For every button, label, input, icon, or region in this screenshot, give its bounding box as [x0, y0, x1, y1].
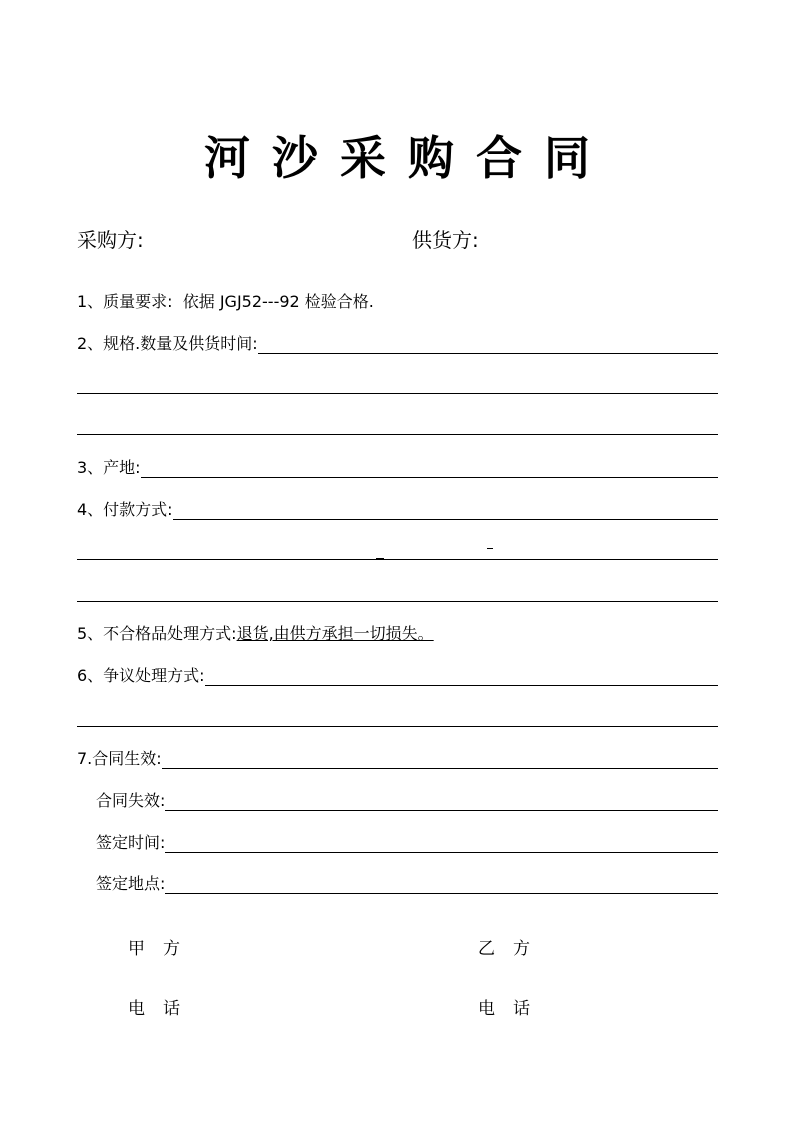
stray-mark — [376, 558, 384, 559]
clause-dispute — [77, 664, 718, 686]
buyer-label: 采购方: — [77, 228, 144, 252]
clause-sign-date-field[interactable] — [165, 833, 718, 853]
clause-sign-place — [96, 872, 718, 894]
clause-nonconforming-label: 5、不合格品处理方式: — [77, 624, 237, 643]
clause-payment-field[interactable] — [173, 500, 718, 520]
stray-mark — [487, 548, 493, 549]
clause-payment-label: 4、付款方式: — [77, 500, 173, 519]
clause-sign-date-label: 签定时间: — [96, 833, 166, 852]
party-a-phone-label: 电话 — [128, 999, 198, 1019]
clause-expiry-field[interactable] — [165, 791, 718, 811]
clause-quality — [77, 290, 718, 312]
clause-spec-field[interactable] — [258, 334, 718, 354]
party-a-label: 甲方 — [128, 939, 198, 959]
clause-effective — [77, 747, 718, 769]
clause-spec-label: 2、规格.数量及供货时间: — [77, 334, 258, 353]
payment-field-line-3[interactable] — [77, 601, 718, 602]
clause-payment — [77, 498, 718, 520]
clause-sign-date — [96, 831, 718, 853]
clause-nonconforming — [77, 622, 718, 644]
clause-dispute-label: 6、争议处理方式: — [77, 666, 205, 685]
clause-origin-label: 3、产地: — [77, 458, 141, 477]
spec-field-line-2[interactable] — [77, 393, 718, 394]
clause-nonconforming-value: 退货,由供方承担一切损失。 — [236, 624, 434, 643]
spec-field-line-3[interactable] — [77, 434, 718, 435]
dispute-field-line-2[interactable] — [77, 726, 718, 727]
clause-sign-place-label: 签定地点: — [96, 874, 166, 893]
payment-field-line-2[interactable] — [77, 559, 718, 560]
clause-sign-place-field[interactable] — [165, 874, 718, 894]
supplier-label: 供货方: — [412, 228, 479, 252]
party-b-label: 乙方 — [478, 939, 548, 959]
clause-dispute-field[interactable] — [205, 666, 718, 686]
clause-expiry-label: 合同失效: — [96, 791, 166, 810]
party-b-phone-label: 电话 — [478, 999, 548, 1019]
clause-origin-field[interactable] — [141, 458, 718, 478]
clause-effective-field[interactable] — [162, 749, 718, 769]
clause-expiry — [96, 789, 718, 811]
clause-origin — [77, 456, 718, 478]
clause-quality-text: 1、质量要求: 依据 JGJ52---92 检验合格. — [77, 292, 374, 311]
clause-spec — [77, 332, 718, 354]
clause-effective-label: 7.合同生效: — [77, 749, 162, 768]
document-title: 河沙采购合同 — [204, 131, 612, 185]
